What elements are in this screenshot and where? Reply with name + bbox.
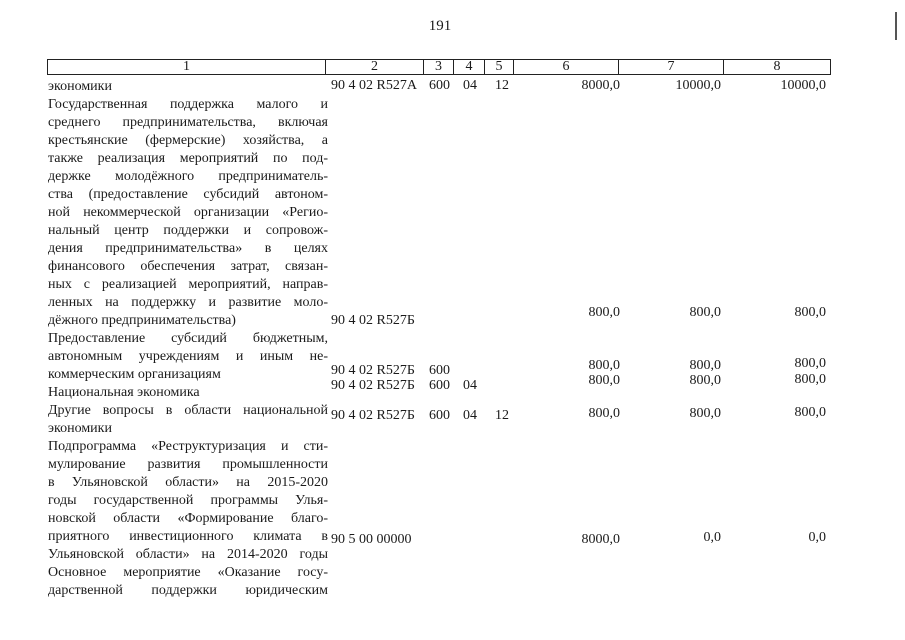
row-1-col7: 800,0 <box>689 305 721 320</box>
row-3-col7: 800,0 <box>689 373 721 388</box>
row-1-col6: 800,0 <box>588 305 620 320</box>
row-1-col8: 800,0 <box>794 305 826 320</box>
row-4-col8: 800,0 <box>794 405 826 420</box>
desc-line: также реализация мероприятий по под- <box>48 151 328 166</box>
page-edge-mark <box>895 12 897 40</box>
row-4-code: 90 4 02 R527Б <box>331 408 415 423</box>
header-col-3: 3 <box>424 60 454 75</box>
row-2-col8: 800,0 <box>794 356 826 371</box>
row-5-code: 90 5 00 00000 <box>331 532 412 547</box>
page-number: 191 <box>428 18 452 34</box>
desc-line: Другие вопросы в области национальной <box>48 403 328 418</box>
desc-line: экономики <box>48 79 112 94</box>
row-0-code: 90 4 02 R527A <box>331 78 417 93</box>
desc-line: дарственной поддержки юридическим <box>48 583 328 598</box>
desc-line: автономным учреждениям и иным не- <box>48 349 328 364</box>
row-0-col7: 10000,0 <box>675 78 721 93</box>
desc-line: Основное мероприятие «Оказание госу- <box>48 565 328 580</box>
desc-line: дения предпринимательства» в целях <box>48 241 328 256</box>
header-col-5: 5 <box>485 60 514 75</box>
row-4-col4: 04 <box>463 408 477 423</box>
desc-line: годы государственной программы Улья- <box>48 493 328 508</box>
header-col-6: 6 <box>514 60 619 75</box>
desc-line: Подпрограмма «Реструктуризация и сти- <box>48 439 328 454</box>
row-3-col8: 800,0 <box>794 372 826 387</box>
desc-line: Национальная экономика <box>48 385 200 400</box>
column-header-table <box>47 59 831 75</box>
desc-line: финансового обеспечения затрат, связан- <box>48 259 328 274</box>
header-col-1: 1 <box>48 60 326 75</box>
row-4-col3: 600 <box>429 408 450 423</box>
header-col-4: 4 <box>454 60 485 75</box>
desc-line: крестьянские (фермерские) хозяйства, а <box>48 133 328 148</box>
desc-line: приятного инвестиционного климата в <box>48 529 328 544</box>
row-5-col6: 8000,0 <box>581 532 620 547</box>
row-2-col6: 800,0 <box>588 358 620 373</box>
desc-line: ной некоммерческой организации «Регио- <box>48 205 328 220</box>
row-3-col4: 04 <box>463 378 477 393</box>
desc-line: ных с реализацией мероприятий, направ- <box>48 277 328 292</box>
row-3-col3: 600 <box>429 378 450 393</box>
row-4-col7: 800,0 <box>689 406 721 421</box>
row-4-col6: 800,0 <box>588 406 620 421</box>
row-3-code: 90 4 02 R527Б <box>331 378 415 393</box>
row-1-code: 90 4 02 R527Б <box>331 313 415 328</box>
desc-line: ства (предоставление субсидий автоном- <box>48 187 328 202</box>
desc-line: Предоставление субсидий бюджетным, <box>48 331 328 346</box>
header-col-2: 2 <box>326 60 424 75</box>
desc-line: держке молодёжного предприниматель- <box>48 169 328 184</box>
desc-line: коммерческим организациям <box>48 367 221 382</box>
desc-line: Государственная поддержка малого и <box>48 97 328 112</box>
row-3-col6: 800,0 <box>588 373 620 388</box>
desc-line: экономики <box>48 421 112 436</box>
row-5-col7: 0,0 <box>703 530 721 545</box>
row-4-col5: 12 <box>495 408 509 423</box>
row-0-col8: 10000,0 <box>780 78 826 93</box>
desc-line: дёжного предпринимательства) <box>48 313 236 328</box>
row-0-col5: 12 <box>495 78 509 93</box>
desc-line: Ульяновской области» на 2014-2020 годы <box>48 547 328 562</box>
desc-line: мулирование развития промышленности <box>48 457 328 472</box>
row-2-code: 90 4 02 R527Б <box>331 363 415 378</box>
row-0-col3: 600 <box>429 78 450 93</box>
row-0-col4: 04 <box>463 78 477 93</box>
desc-line: в Ульяновской области» на 2015-2020 <box>48 475 328 490</box>
desc-line: новской области «Формирование благо- <box>48 511 328 526</box>
desc-line: среднего предпринимательства, включая <box>48 115 328 130</box>
header-col-8: 8 <box>724 60 831 75</box>
desc-line: нальный центр поддержки и сопровож- <box>48 223 328 238</box>
row-2-col3: 600 <box>429 363 450 378</box>
desc-line: ленных на поддержку и развитие моло- <box>48 295 328 310</box>
row-0-col6: 8000,0 <box>581 78 620 93</box>
header-row <box>48 60 831 75</box>
header-col-7: 7 <box>619 60 724 75</box>
row-5-col8: 0,0 <box>808 530 826 545</box>
row-2-col7: 800,0 <box>689 358 721 373</box>
